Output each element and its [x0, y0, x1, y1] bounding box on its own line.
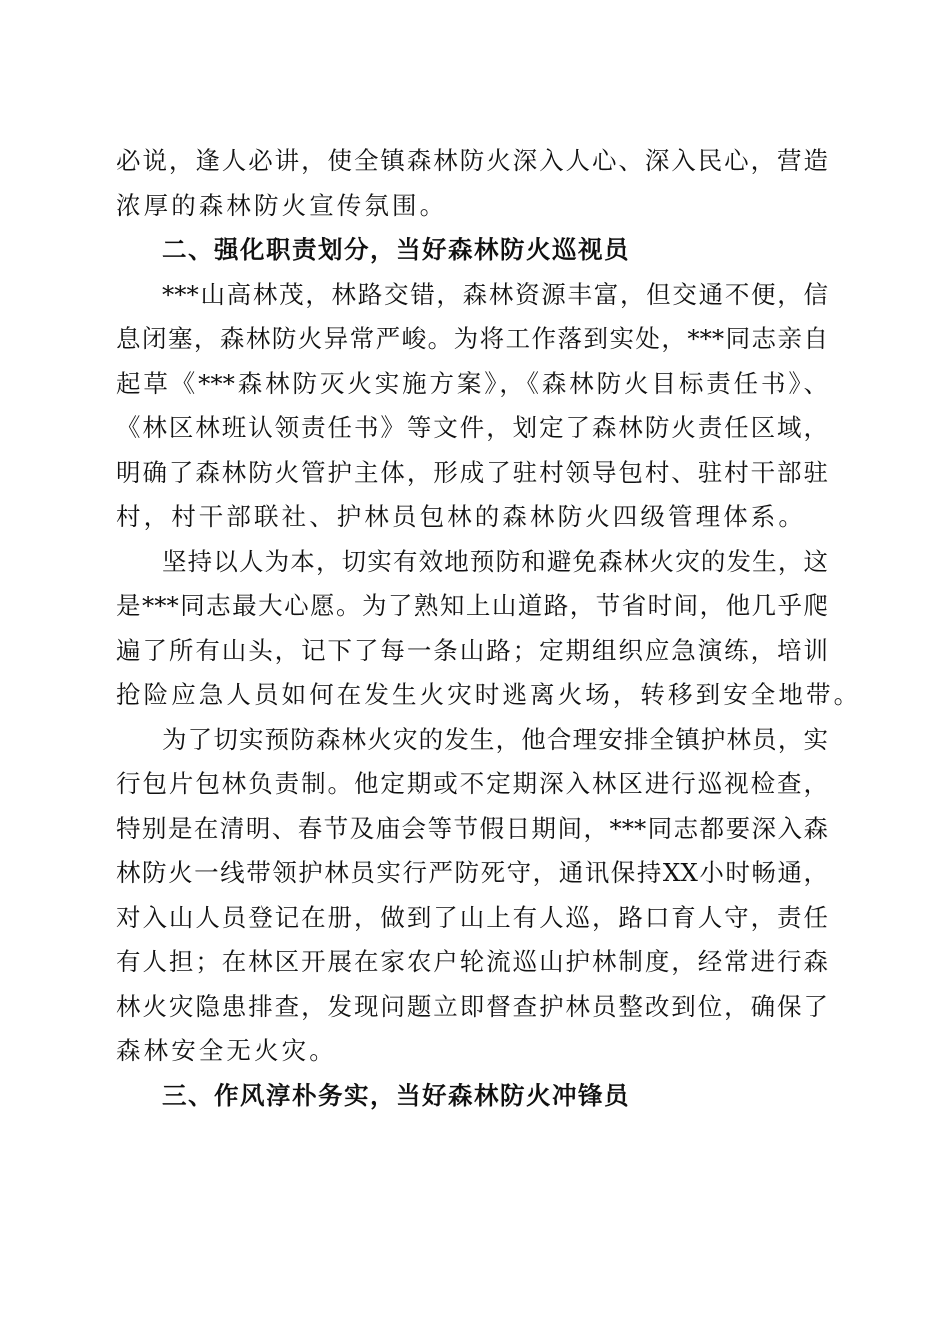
body-line: 起草《***森林防灭火实施方案》，《森林防火目标责任书》、: [116, 368, 828, 398]
body-line: 遍了所有山头，记下了每一条山路；定期组织应急演练，培训: [116, 635, 828, 665]
body-line: 《林区林班认领责任书》等文件，划定了森林防火责任区域，: [116, 413, 828, 442]
body-line: 坚持以人为本，切实有效地预防和避免森林火灾的发生，这: [162, 546, 828, 576]
body-line: 必说，逢人必讲，使全镇森林防火深入人心、深入民心，营造: [116, 146, 828, 175]
body-line: 是***同志最大心愿。为了熟知上山道路，节省时间，他几乎爬: [116, 591, 828, 620]
document-page: [116, 139, 862, 1118]
body-line: 息闭塞，森林防火异常严峻。为将工作落到实处，***同志亲自: [116, 324, 828, 353]
body-line: 有人担；在林区开展在家农户轮流巡山护林制度，经常进行森: [116, 947, 828, 976]
body-line: 特别是在清明、春节及庙会等节假日期间，***同志都要深入森: [116, 813, 828, 843]
body-line: 森林安全无火灾。: [116, 1036, 337, 1065]
body-line: 村，村干部联社、护林员包林的森林防火四级管理体系。: [116, 502, 806, 531]
body-line: 抢险应急人员如何在发生火灾时逃离火场，转移到安全地带。: [116, 680, 862, 709]
section-heading-2: 二、强化职责划分，当好森林防火巡视员: [162, 235, 630, 264]
section-heading-3: 三、作风淳朴务实，当好森林防火冲锋员: [162, 1080, 630, 1110]
body-line: 为了切实预防森林火灾的发生，他合理安排全镇护林员，实: [162, 724, 828, 754]
body-line: 浓厚的森林防火宣传氛围。: [116, 190, 448, 220]
body-line: 明确了森林防火管护主体，形成了驻村领导包村、驻村干部驻: [116, 457, 828, 487]
body-line: 行包片包林负责制。他定期或不定期深入林区进行巡视检查，: [116, 769, 828, 798]
body-line: ***山高林茂，林路交错，森林资源丰富，但交通不便，信: [162, 279, 828, 309]
body-line: 对入山人员登记在册，做到了山上有人巡，路口育人守，责任: [116, 902, 828, 932]
body-line: 林防火一线带领护林员实行严防死守，通讯保持XX小时畅通，: [116, 858, 828, 887]
body-line: 林火灾隐患排查，发现问题立即督查护林员整改到位，确保了: [116, 991, 828, 1021]
